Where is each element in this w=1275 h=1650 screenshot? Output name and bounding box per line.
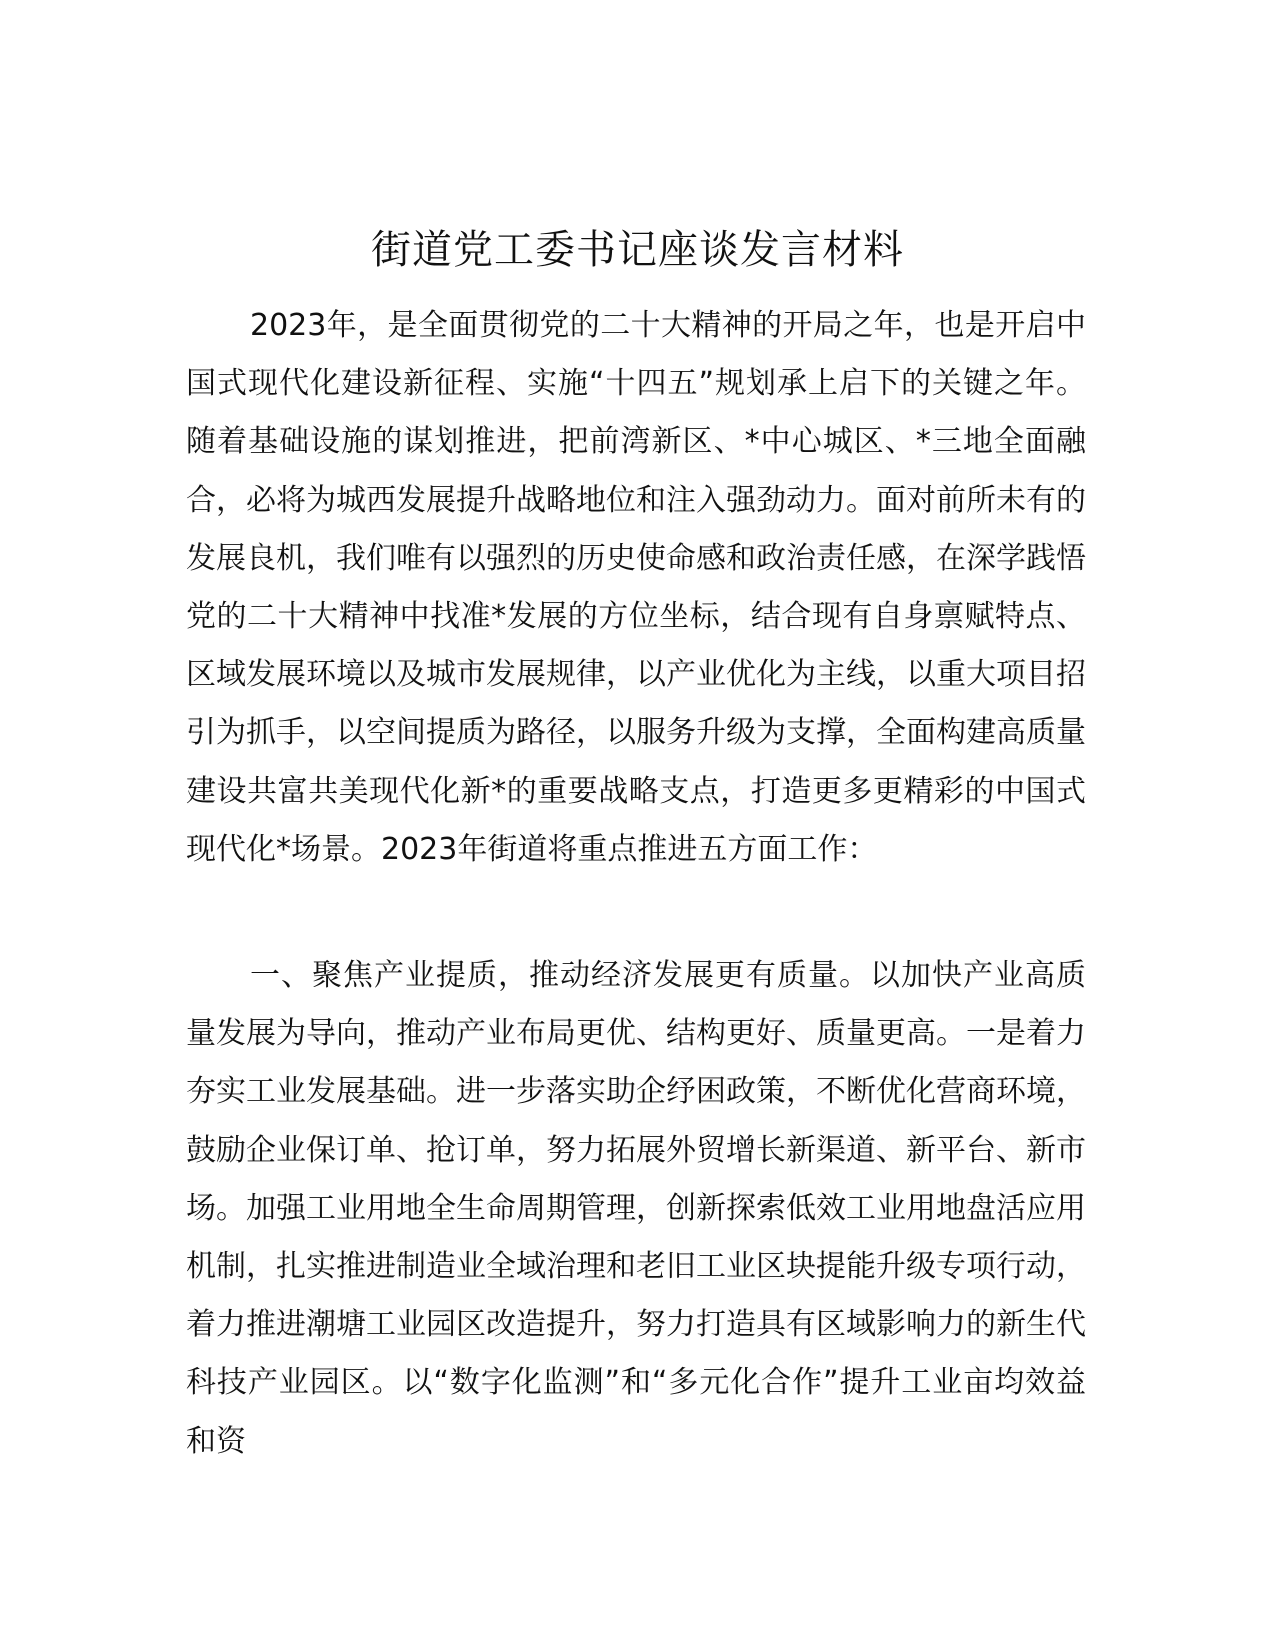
paragraph-section-one: 一、聚焦产业提质，推动经济发展更有质量。以加快产业高质量发展为导向，推动产业布局更优、结构更好、质量更高。一是着力夯实工业发展基础。进一步落实助企纾困政策，不断优化营商环境，鼓励企业保订单、抢订单，努力拓展外贸增长新渠道、新平台、新市场。加强工业用地全生命周期管理，创新探索低效工业用地盘活应用机制，扎实推进制造业全域治理和老旧工业区块提能升级专项行动，着力推进潮塘工业园区改造提升，努力打造具有区域影响力的新生代科技产业园区。以“数字化监测”和“多元化合作”提升工业亩均效益和资 bbox=[186, 958, 1086, 1459]
document-title: 街道党工委书记座谈发言材料 bbox=[371, 227, 904, 273]
paragraph-intro: 2023年，是全面贯彻党的二十大精神的开局之年，也是开启中国式现代化建设新征程、实施“十四五”规划承上启下的关键之年。随着基础设施的谋划推进，把前湾新区、*中心城区、*三地全面融合，必将为城西发展提升战略地位和注入强劲动力。面对前所未有的发展良机，我们唯有以强烈的历史使命感和政治责任感，在深学践悟党的二十大精神中找准*发展的方位坐标，结合现有自身禀赋特点、区域发展环境以及城市发展规律，以产业优化为主线，以重大项目招引为抓手，以空间提质为路径，以服务升级为支撑，全面构建高质量建设共富共美现代化新*的重要战略支点，打造更多更精彩的中国式现代化*场景。2023年街道将重点推进五方面工作： bbox=[186, 308, 1086, 867]
